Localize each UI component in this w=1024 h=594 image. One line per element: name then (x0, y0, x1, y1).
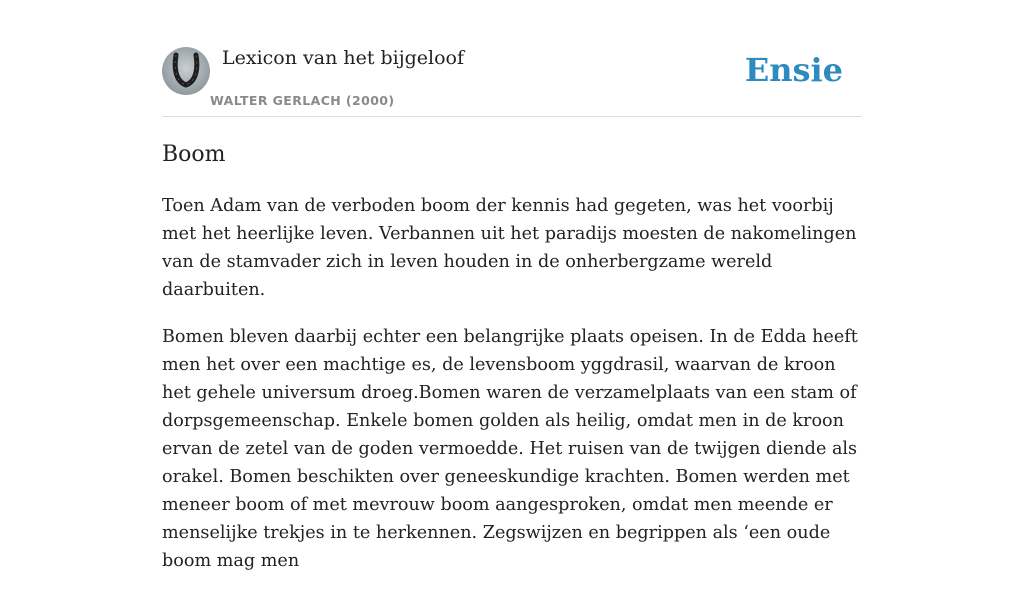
author-label: WALTER GERLACH (2000) (210, 93, 395, 108)
entry-title: Boom (162, 142, 226, 167)
paragraph: Toen Adam van de verboden boom der kennis had gegeten, was het voorbij met het heerlijke leven. Verbannen uit het paradijs moesten de nakomelingen van de stamvader zich in leven houden in de onherbergzame wereld daarbuiten. (162, 196, 857, 300)
header (162, 0, 862, 117)
horseshoe-icon (162, 47, 210, 95)
entry-content (162, 192, 862, 594)
page (162, 0, 862, 571)
book-title[interactable]: Lexicon van het bijgeloof (222, 47, 465, 69)
ensie-logo[interactable]: Ensie (744, 51, 843, 89)
paragraph: Bomen bleven daarbij echter een belangrijke plaats opeisen. In de Edda heeft men het over een machtige es, de levensboom yggdrasil, waarvan de kroon het gehele universum droeg.Bomen waren de verzamelplaats van een stam of dorpsgemeenschap. Enkele bomen golden als heilig, omdat men in de kroon ervan de zetel van de goden vermoedde. Het ruisen van de twijgen diende als orakel. Bomen beschikten over geneeskundige krachten. Bomen werden met meneer boom of met mevrouw boom aangesproken, omdat men meende er menselijke trekjes in te herkennen. Zegswijzen en begrippen als ‘een oude boom mag men (162, 327, 858, 571)
avatar[interactable] (162, 47, 210, 95)
